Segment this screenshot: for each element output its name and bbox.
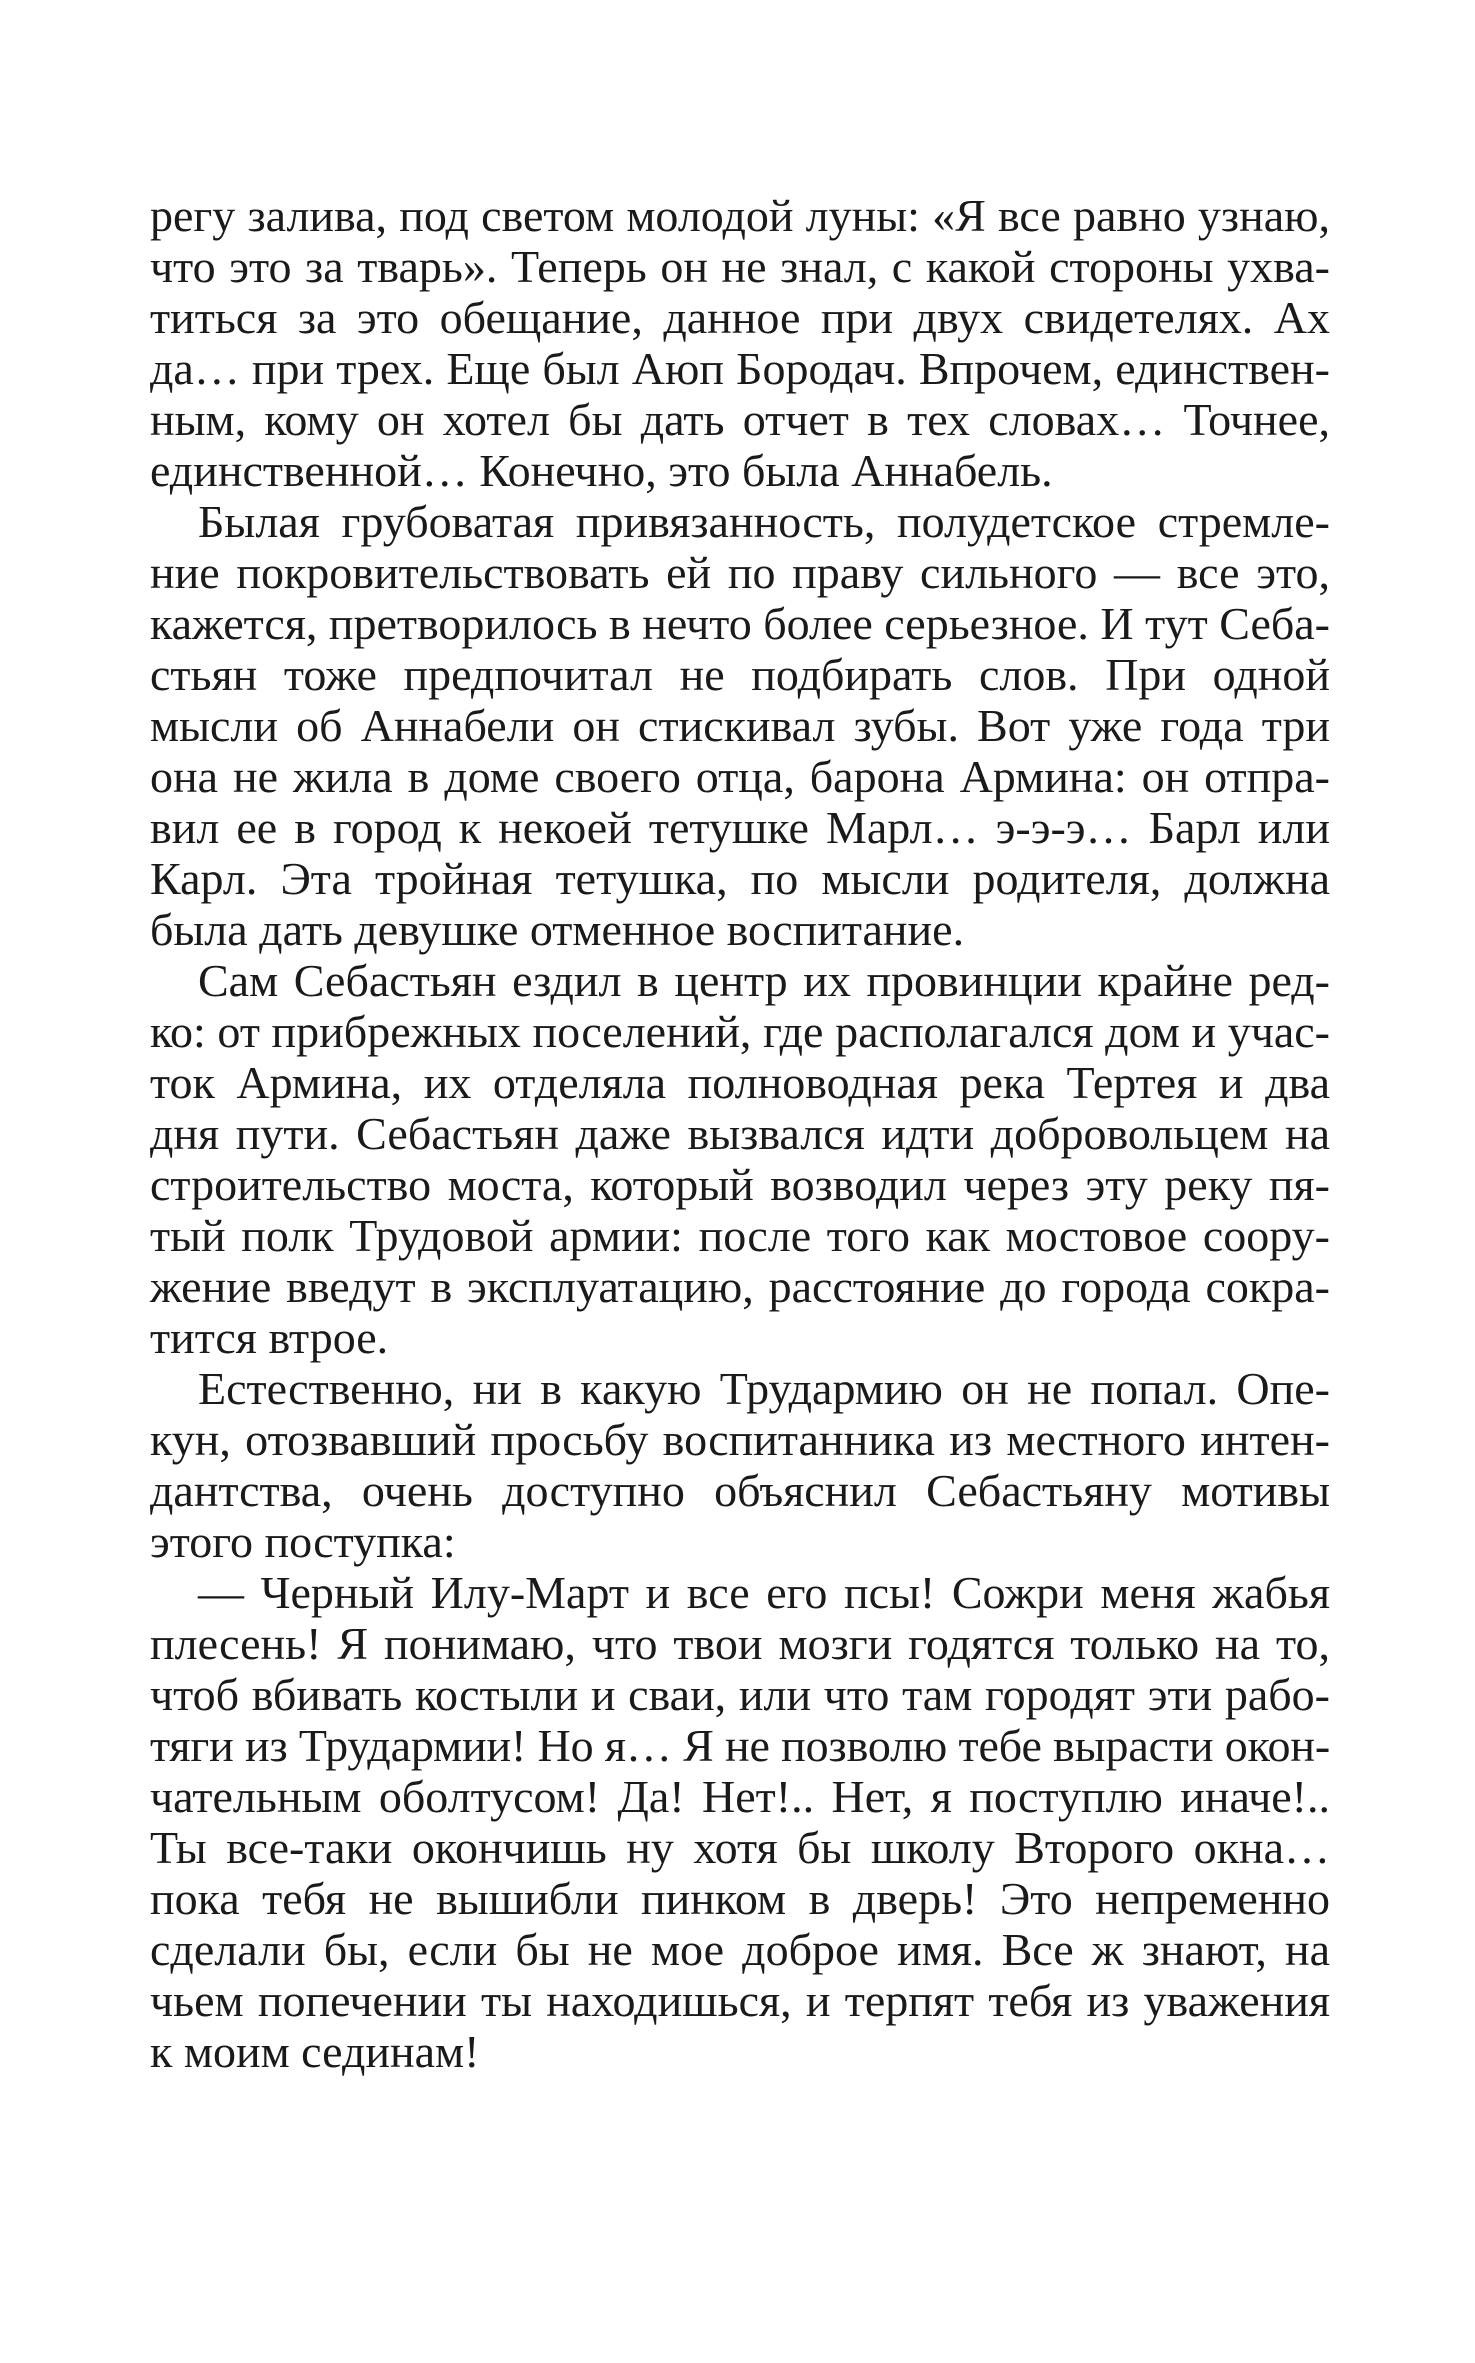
book-page-text [150,190,1330,2077]
text-line: Сам Себастьян ездил в центр их провинции крайне ред- [198,955,1330,1006]
text-line: пока тебя не вышибли пинком в дверь! Это непременно [150,1873,1330,1924]
text-line: что это за тварь». Теперь он не знал, с какой стороны ухва- [150,241,1330,292]
text-line: регу залива, под светом молодой луны: «Я все равно узнаю, [150,190,1330,241]
text-line: единственной… Конечно, это была Аннабель. [150,445,1053,496]
text-line: кун, отозвавший просьбу воспитанника из местного интен- [150,1414,1330,1465]
text-line: да… при трех. Еще был Аюп Бородач. Впрочем, единствен- [150,343,1330,394]
text-line: Былая грубоватая привязанность, полудетское стремле- [198,496,1330,547]
text-line: Естественно, ни в какую Трудармию он не попал. Опе- [198,1363,1330,1414]
text-line: — Черный Илу-Март и все его псы! Сожри меня жабья [198,1567,1330,1618]
text-line: тый полк Трудовой армии: после того как мостовое соору- [150,1210,1330,1261]
text-line: Ты все-таки окончишь ну хотя бы школу Второго окна… [150,1822,1330,1873]
text-line: чательным оболтусом! Да! Нет!.. Нет, я поступлю иначе!.. [150,1771,1330,1822]
text-line: строительство моста, который возводил через эту реку пя- [150,1159,1330,1210]
text-line: плесень! Я понимаю, что твои мозги годятся только на то, [150,1618,1330,1669]
text-line: кажется, претворилось в нечто более серьезное. И тут Себа- [150,598,1330,649]
text-line: к моим сединам! [150,2026,480,2077]
text-line: ко: от прибрежных поселений, где располагался дом и учас- [150,1006,1330,1057]
text-line: вил ее в город к некоей тетушке Марл… э-э-э… Барл или [150,802,1330,853]
text-line: жение введут в эксплуатацию, расстояние до города сокра- [150,1261,1330,1312]
text-line: дантства, очень доступно объяснил Себастьяну мотивы [150,1465,1330,1516]
text-line: ние покровительствовать ей по праву сильного — все это, [150,547,1330,598]
text-line: была дать девушке отменное воспитание. [150,904,965,955]
text-line: дня пути. Себастьян даже вызвался идти добровольцем на [150,1108,1330,1159]
text-line: Карл. Эта тройная тетушка, по мысли родителя, должна [150,853,1330,904]
text-line: чтоб вбивать костыли и сваи, или что там городят эти рабо- [150,1669,1330,1720]
text-line: титься за это обещание, данное при двух свидетелях. Ах [150,292,1330,343]
text-line: она не жила в доме своего отца, барона Армина: он отпра- [150,751,1330,802]
text-line: чьем попечении ты находишься, и терпят тебя из уважения [150,1975,1330,2026]
text-line: стьян тоже предпочитал не подбирать слов. При одной [150,649,1330,700]
text-line: этого поступка: [150,1516,456,1567]
text-line: мысли об Аннабели он стискивал зубы. Вот уже года три [150,700,1330,751]
text-line: тится втрое. [150,1312,389,1363]
text-line: ным, кому он хотел бы дать отчет в тех словах… Точнее, [150,394,1330,445]
text-line: сделали бы, если бы не мое доброе имя. Все ж знают, на [150,1924,1330,1975]
text-line: ток Армина, их отделяла полноводная река Тертея и два [150,1057,1330,1108]
text-line: тяги из Трудармии! Но я… Я не позволю тебе вырасти окон- [150,1720,1330,1771]
